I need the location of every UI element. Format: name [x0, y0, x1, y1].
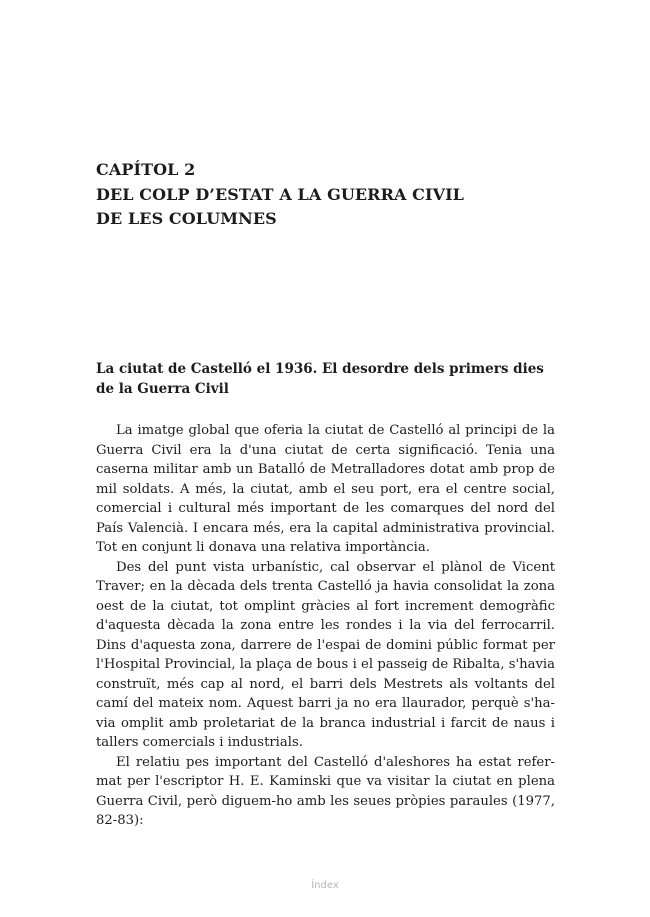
section-title-line-2: de la Guerra Civil [96, 381, 229, 397]
paragraph: La imatge global que oferia la ciutat de Castelló al principi de la Guerra Civil era la d'una ciutat de certa significació. Tenia una caserna militar amb un Batalló de Metralladores dotat amb prop de mil soldats. A més, la ciutat, amb el seu port, era el centre social, comercial i cultural més important de les comarques del nord del País Valencià. I encara més, era la capital administrativa provincial. Tot en conjunt li donava una relativa importància. [96, 423, 555, 555]
paragraph: El relatiu pes important del Castelló d'aleshores ha estat refermat per l'escriptor H. E. Kaminski que va visitar la ciutat en plena Guerra Civil, però diguem-ho amb les seues pròpies paraules (1977, 82-83): [96, 754, 555, 828]
section-title-line-1: La ciutat de Castelló el 1936. El desordre dels primers dies [96, 361, 544, 377]
chapter-title-line-2: DE LES COLUMNES [96, 209, 277, 228]
chapter-number: CAPÍTOL 2 [96, 160, 196, 179]
index-link[interactable]: Índex [311, 880, 339, 891]
body-text [96, 421, 555, 831]
paragraph: Des del punt vista urbanístic, cal observar el plànol de Vicent Traver; en la dècada dels trenta Castelló ja havia consolidat la zona oest de la ciutat, tot omplint gràcies al fort increment demogràfic d'aquesta dècada la zona entre les rondes i la via del ferrocarril. Dins d'aquesta zona, darrere de l'espai de domini públic format per l'Hospital Provincial, la plaça de bous i el passeig de Ribalta, s'havia construït, més cap al nord, el barri dels Mestrets als voltants del camí del mateix nom. Aquest barri ja no era llaurador, perquè s'havia omplit amb proletariat de la branca industrial i farcit de naus i tallers comercials i industrials. [96, 559, 555, 750]
chapter-heading [96, 158, 566, 232]
chapter-title-line-1: DEL COLP D’ESTAT A LA GUERRA CIVIL [96, 184, 465, 204]
section-heading [96, 359, 556, 399]
